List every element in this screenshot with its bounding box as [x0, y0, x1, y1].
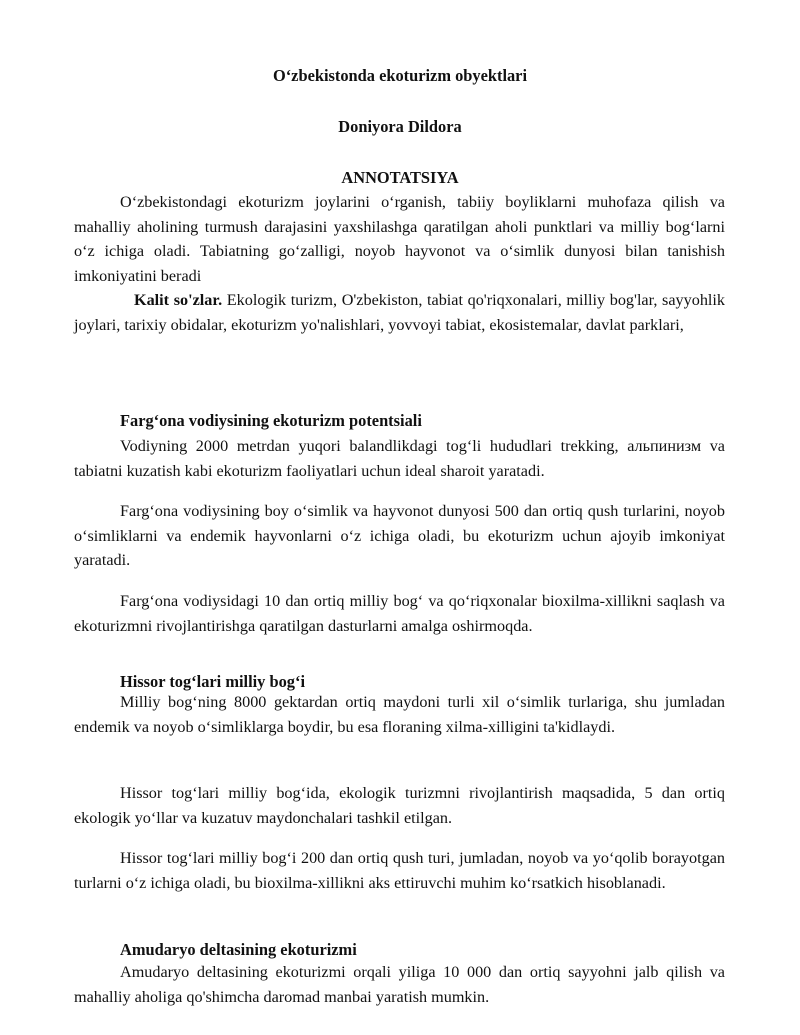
annotation-text: O‘zbekistondagi ekoturizm joylarini o‘rganish, tabiiy boyliklarni muhofaza qilish va mahalliy aholining turmush darajasini yaxshilashga qaratilgan aholi punktlari va milliy bog‘larni o‘z ichiga oladi. Tabiatning go‘zalligi, noyob hayvonot va o‘simlik dunyosi bilan tanishish imkoniyatini beradi: [74, 193, 725, 285]
section-heading-hissor: Hissor tog‘lari milliy bog‘i: [120, 672, 305, 691]
section-paragraph: Amudaryo deltasining ekoturizmi orqali yiliga 10 000 dan ortiq sayyohni jalb qilish va mahalliy aholiga qo'shimcha daromad manbai yaratish mumkin.: [74, 963, 725, 1006]
section-paragraph: Hissor tog‘lari milliy bog‘ida, ekologik turizmni rivojlantirish maqsadida, 5 dan ortiq ekologik yo‘llar va kuzatuv maydonchalari tashkil etilgan.: [74, 784, 725, 827]
keywords-label: Kalit so'zlar.: [134, 291, 223, 309]
section-heading-fergana: Farg‘ona vodiysining ekoturizm potentsiali: [120, 411, 422, 430]
section-paragraph: Farg‘ona vodiysining boy o‘simlik va hayvonot dunyosi 500 dan ortiq qush turlarini, noyob o‘simliklarni va endemik hayvonlarni o‘z ichiga oladi, bu ekoturizm uchun ajoyib imkoniyat yaratadi.: [74, 502, 725, 570]
section-paragraph: Hissor tog‘lari milliy bog‘i 200 dan ortiq qush turi, jumladan, noyob va yo‘qolib borayotgan turlarni o‘z ichiga oladi, bu bioxilma-xillikni aks ettiruvchi muhim ko‘rsatkich hisoblanadi.: [74, 849, 725, 892]
keywords-text: Ekologik turizm, O'zbekiston, tabiat qo'riqxonalari, milliy bog'lar, sayyohlik joylari, tarixiy obidalar, ekoturizm yo'nalishlari, yovvoyi tabiat, ekosistemalar, davlat parklari,: [74, 291, 725, 334]
section-paragraph: Milliy bog‘ning 8000 gektardan ortiq maydoni turli xil o‘simlik turlariga, shu jumladan endemik va noyob o‘simliklarga boydir, bu esa floraning xilma-xilligini ta'kidlaydi.: [74, 693, 725, 736]
document-title: O‘zbekistonda ekoturizm obyektlari: [272, 66, 528, 85]
author-name: Doniyora Dildora: [338, 117, 462, 136]
section-paragraph: Farg‘ona vodiysidagi 10 dan ortiq milliy bog‘ va qo‘riqxonalar bioxilma-xillikni saqlash va ekoturizmni rivojlantirishga qaratilgan dasturlarni amalga oshirmoqda.: [74, 592, 725, 635]
keywords-paragraph: [74, 288, 725, 337]
section-heading-amudaryo: Amudaryo deltasining ekoturizmi: [120, 940, 357, 959]
annotation-heading: ANNOTATSIYA: [341, 168, 459, 187]
section-paragraph: Vodiyning 2000 metrdan yuqori balandlikdagi tog‘li hududlari trekking, альпинизм va tabiatni kuzatish kabi ekoturizm faoliyatlari uchun ideal sharoit yaratadi.: [74, 437, 725, 480]
